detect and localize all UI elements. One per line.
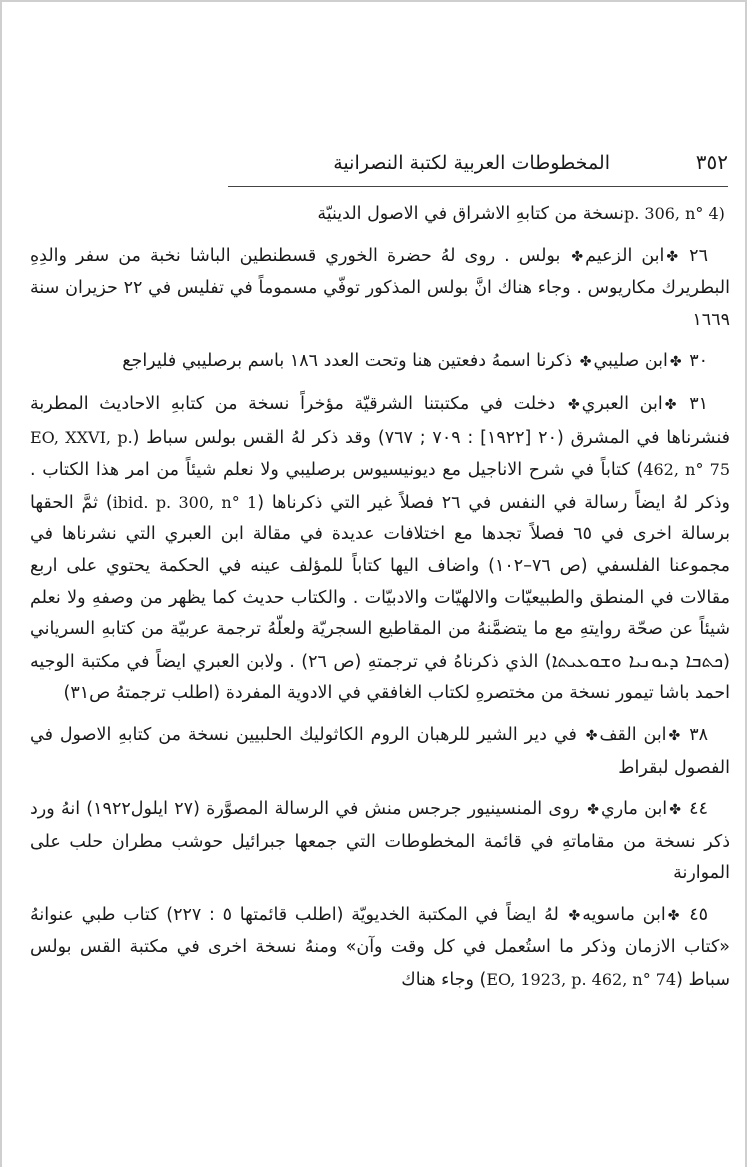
ornament-icon: ✤ xyxy=(669,354,682,371)
text-segment: ) وجاء هناك xyxy=(401,970,487,991)
ornament-icon: ✤ xyxy=(668,727,681,744)
text-segment: ذكرنا اسمهُ دفعتين هنا وتحت العدد ١٨٦ باسم برصليبي فليراجع xyxy=(122,351,578,372)
ornament-icon: ✤ xyxy=(571,248,584,265)
text-segment: ٤٤ xyxy=(682,799,708,820)
scan-edge-top xyxy=(0,0,747,2)
body-text xyxy=(30,198,730,997)
ornament-icon: ✤ xyxy=(585,727,598,744)
paragraph-p44 xyxy=(30,794,730,890)
text-segment: دخلت في مكتبتنا الشرقيّة مؤخراً نسخة من كتابهِ الاحاديث المطربة فنشرناها في المشرق (٢٠ [١٩٢٢] : ٧٠٩ ; ٧٦٧) وقد ذكر لهُ القس بولس سباط ( xyxy=(30,393,730,448)
text-segment: ابن ماسويه xyxy=(582,904,666,925)
ornament-icon: ✤ xyxy=(568,907,581,924)
text-segment: ) الذي ذكرناهُ في ترجمتهِ (ص ٢٦) . ولابن العبري ايضاً في مكتبة الوجيه احمد باشا تيمور نسخة من مختصرهِ لكتاب الغافقي في الادوية المفردة (اطلب ترجمتهُ ص٣١) xyxy=(30,651,730,704)
scan-edge-left xyxy=(0,0,2,1167)
page-header xyxy=(228,146,728,190)
paragraph-p38 xyxy=(30,720,730,784)
text-segment: ٤٥ xyxy=(681,904,708,925)
latin-citation: EO, XXVI, p. 462, n° 75 xyxy=(30,427,730,480)
latin-citation: EO, 1923, p. 462, n° 74 xyxy=(486,970,677,990)
paragraph-p0 xyxy=(30,198,730,231)
text-segment: نسخة من كتابهِ الاشراق في الاصول الدينيّة xyxy=(317,204,624,224)
text-segment: لهُ ايضاً في المكتبة الخديويّة (اطلب قائمتها ٥ : ٢٢٧) كتاب طبي عنوانهُ «كتاب الازمان وذكر ما استُعمل في كل وقت وآن» ومنهُ نسخة اخرى في مكتبة القس بولس سباط ( xyxy=(30,904,730,991)
text-segment: ابن الزعيم xyxy=(585,245,665,266)
text-segment: ابن ماري xyxy=(601,799,668,820)
paragraph-p45 xyxy=(30,900,730,997)
ornament-icon: ✤ xyxy=(666,248,679,265)
text-segment: ) ثمَّ الحقها برسالة اخرى في ٦٥ فصلاً تجدها مع اختلافات عديدة في مقالة ابن العبري التي نشرناها في مجموعنا الفلسفي (ص ٧٦–١٠٢) واضاف اليها كتاباً للمؤلف عينه في الحكمة يحتوي على اربع مقالات في المنطق والطبيعيّات والالهيّات والادبيّات . والكتاب حديث كما يظهر من وصفهِ ولا نعلم شيئاً عن صحّة روايتهِ مع ما يتضمَّنهُ من المقاطيع السجريّة ولعلّهُ ترجمة عربيّة من كتابهِ السرياني ( xyxy=(30,492,730,672)
text-segment: ٢٦ xyxy=(680,245,708,266)
ornament-icon: ✤ xyxy=(587,802,600,819)
text-segment: ٣٨ xyxy=(682,724,708,745)
text-segment: ) كتاباً في شرح الاناجيل مع ديونيسيوس برصليبي ولا نعلم شيئاً من امر هذا الكتاب . وذكر لهُ ايضاً رسالة في النفس في ٢٦ فصلاً غير التي ذكرناها ( xyxy=(30,460,730,513)
text-segment: ٣٠ xyxy=(683,351,708,372)
latin-citation: p. 306, n° 4) xyxy=(623,204,730,223)
ornament-icon: ✤ xyxy=(669,802,681,819)
ornament-icon: ✤ xyxy=(664,396,677,413)
paragraph-p30 xyxy=(30,346,730,379)
paragraph-p26 xyxy=(30,241,730,337)
running-title: المخطوطات العربية لكتبة النصرانية xyxy=(333,152,610,174)
text-segment: ٣١ xyxy=(678,393,708,414)
text-segment: روى المنسينيور جرجس منش في الرسالة المصوَّرة (٢٧ ايلول١٩٢٢) انهُ ورد ذكر نسخة من مقاماتهِ في قائمة المخطوطات التي جمعها جبرائيل حوشب مطران حلب على الموارنة xyxy=(30,799,730,884)
text-segment: ابن العبري xyxy=(581,393,663,414)
page-number: ٣٥٢ xyxy=(695,150,728,174)
header-rule xyxy=(228,186,728,187)
latin-citation: ibid. p. 300, n° 1 xyxy=(112,492,258,512)
ornament-icon: ✤ xyxy=(567,396,580,413)
text-segment: بولس . روى لهُ حضرة الخوري قسطنطين الباشا نخبة من سفر والدِهِ البطريرك مكاريوس . وجاء هناك انَّ بولس المذكور توفّي مسموماً في تفليس في ٢٢ حزيران سنة ١٦٦٩ xyxy=(30,245,730,330)
paragraph-p31 xyxy=(30,389,730,710)
text-segment: في دير الشير للرهبان الروم الكاثوليك الحلبيين نسخة من كتابهِ الاصول في الفصول لبقراط xyxy=(30,724,730,778)
ornament-icon: ✤ xyxy=(579,354,592,371)
syriac-title: ܟܬܒܐ ܕܝܘܢܝܐ ܘܫܘܥܝܬܐ xyxy=(551,649,724,672)
text-segment: ابن القف xyxy=(599,724,667,745)
ornament-icon: ✤ xyxy=(667,907,680,924)
text-segment: ابن صليبي xyxy=(593,351,668,372)
